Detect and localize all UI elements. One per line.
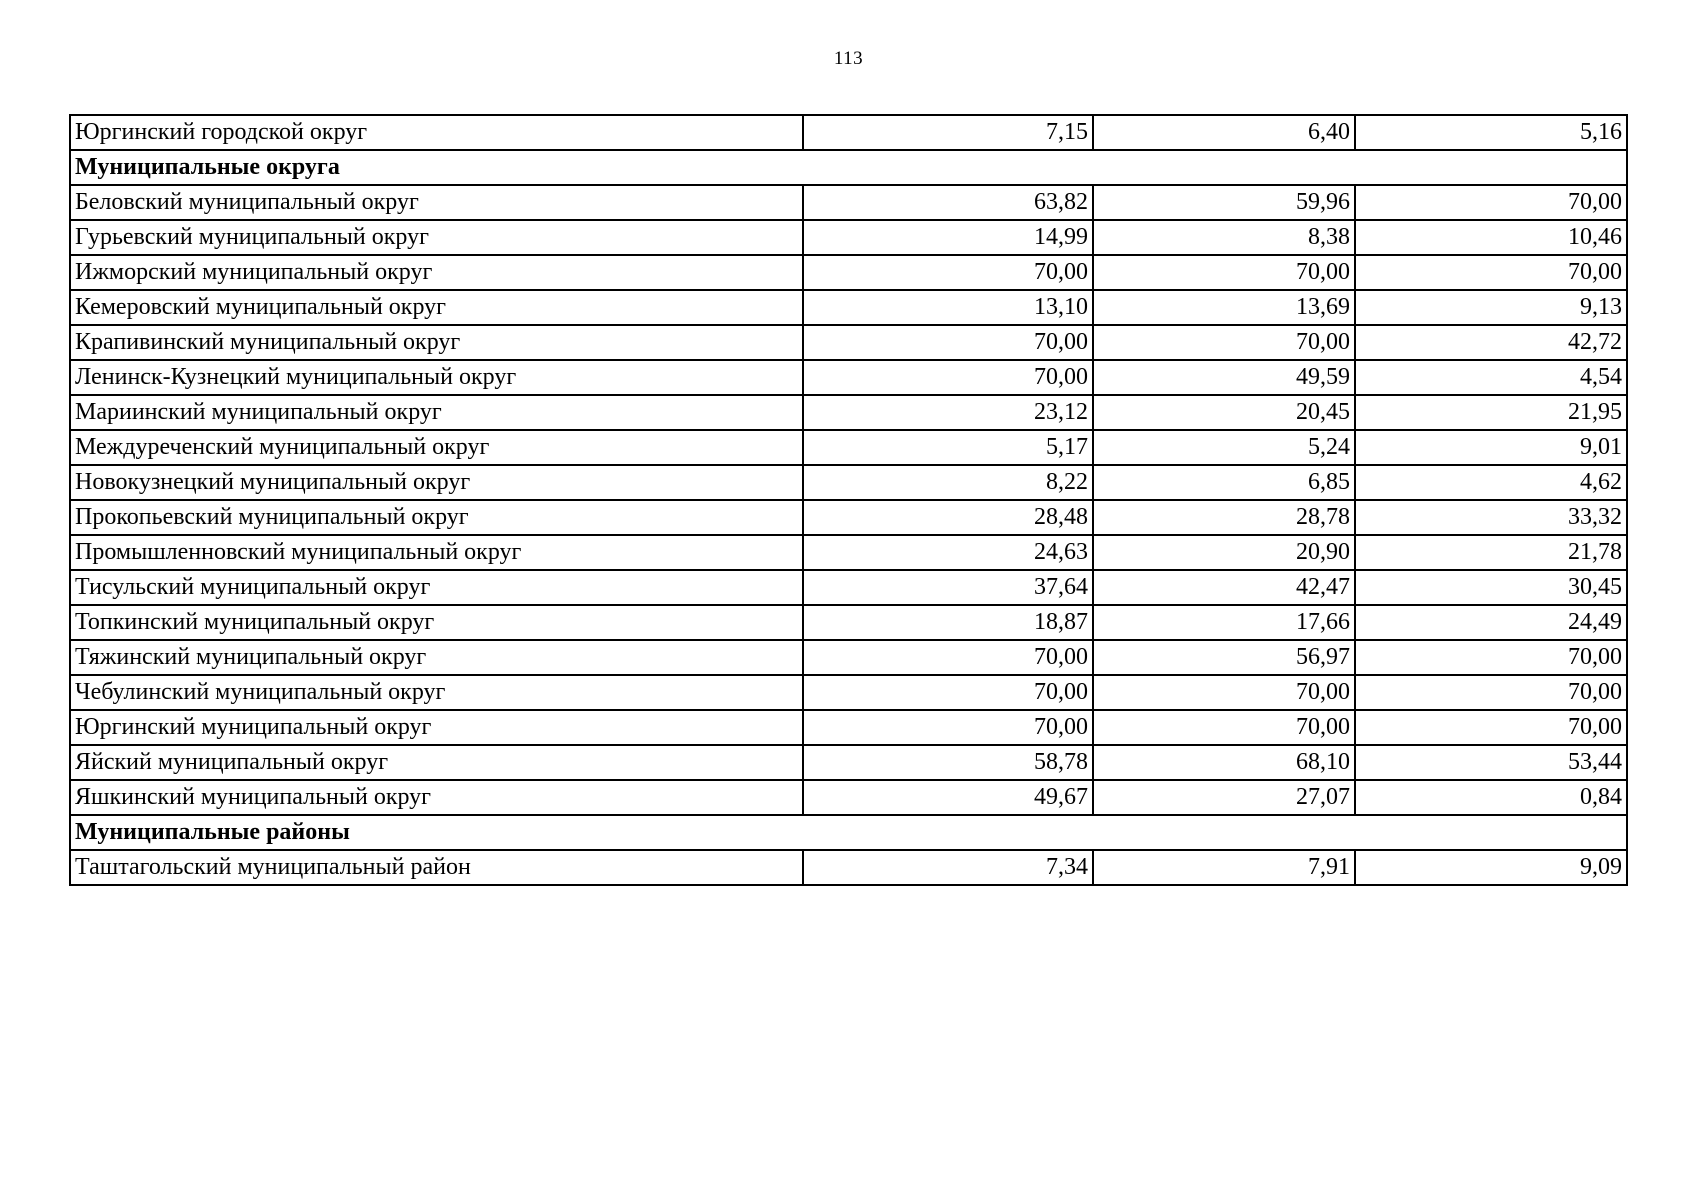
table-row bbox=[70, 115, 1627, 150]
value-cell-3: 70,00 bbox=[1355, 640, 1627, 675]
table-row bbox=[70, 360, 1627, 395]
value-cell-3: 33,32 bbox=[1355, 500, 1627, 535]
row-name-cell: Яйский муниципальный округ bbox=[70, 745, 803, 780]
table-row bbox=[70, 675, 1627, 710]
table-row bbox=[70, 290, 1627, 325]
table-row bbox=[70, 185, 1627, 220]
value-cell-2: 70,00 bbox=[1093, 255, 1355, 290]
value-cell-3: 9,01 bbox=[1355, 430, 1627, 465]
value-cell-1: 49,67 bbox=[803, 780, 1093, 815]
row-name-cell: Беловский муниципальный округ bbox=[70, 185, 803, 220]
value-cell-1: 37,64 bbox=[803, 570, 1093, 605]
value-cell-1: 28,48 bbox=[803, 500, 1093, 535]
value-cell-3: 53,44 bbox=[1355, 745, 1627, 780]
table-row bbox=[70, 710, 1627, 745]
section-title: Муниципальные районы bbox=[70, 815, 1627, 850]
value-cell-2: 28,78 bbox=[1093, 500, 1355, 535]
row-name-cell: Гурьевский муниципальный округ bbox=[70, 220, 803, 255]
table-row bbox=[70, 535, 1627, 570]
value-cell-3: 42,72 bbox=[1355, 325, 1627, 360]
row-name-cell: Яшкинский муниципальный округ bbox=[70, 780, 803, 815]
section-header-row bbox=[70, 815, 1627, 850]
data-table bbox=[69, 114, 1628, 886]
table-row bbox=[70, 605, 1627, 640]
value-cell-3: 70,00 bbox=[1355, 255, 1627, 290]
value-cell-3: 30,45 bbox=[1355, 570, 1627, 605]
value-cell-3: 4,62 bbox=[1355, 465, 1627, 500]
value-cell-1: 70,00 bbox=[803, 640, 1093, 675]
value-cell-1: 70,00 bbox=[803, 675, 1093, 710]
table-row bbox=[70, 220, 1627, 255]
row-name-cell: Прокопьевский муниципальный округ bbox=[70, 500, 803, 535]
row-name-cell: Промышленновский муниципальный округ bbox=[70, 535, 803, 570]
value-cell-1: 18,87 bbox=[803, 605, 1093, 640]
table-row bbox=[70, 255, 1627, 290]
row-name-cell: Междуреченский муниципальный округ bbox=[70, 430, 803, 465]
row-name-cell: Кемеровский муниципальный округ bbox=[70, 290, 803, 325]
table-row bbox=[70, 395, 1627, 430]
table-row bbox=[70, 780, 1627, 815]
value-cell-2: 70,00 bbox=[1093, 325, 1355, 360]
table-row bbox=[70, 570, 1627, 605]
value-cell-2: 7,91 bbox=[1093, 850, 1355, 885]
row-name-cell: Таштагольский муниципальный район bbox=[70, 850, 803, 885]
value-cell-3: 24,49 bbox=[1355, 605, 1627, 640]
row-name-cell: Топкинский муниципальный округ bbox=[70, 605, 803, 640]
page-number: 113 bbox=[833, 48, 864, 69]
value-cell-1: 24,63 bbox=[803, 535, 1093, 570]
value-cell-1: 7,34 bbox=[803, 850, 1093, 885]
value-cell-2: 13,69 bbox=[1093, 290, 1355, 325]
table-row bbox=[70, 430, 1627, 465]
value-cell-2: 20,45 bbox=[1093, 395, 1355, 430]
value-cell-3: 0,84 bbox=[1355, 780, 1627, 815]
row-name-cell: Ленинск-Кузнецкий муниципальный округ bbox=[70, 360, 803, 395]
table-row bbox=[70, 640, 1627, 675]
value-cell-3: 21,95 bbox=[1355, 395, 1627, 430]
value-cell-3: 21,78 bbox=[1355, 535, 1627, 570]
value-cell-3: 9,13 bbox=[1355, 290, 1627, 325]
value-cell-1: 70,00 bbox=[803, 325, 1093, 360]
value-cell-1: 13,10 bbox=[803, 290, 1093, 325]
row-name-cell: Юргинский муниципальный округ bbox=[70, 710, 803, 745]
value-cell-1: 63,82 bbox=[803, 185, 1093, 220]
row-name-cell: Крапивинский муниципальный округ bbox=[70, 325, 803, 360]
table-row bbox=[70, 500, 1627, 535]
value-cell-2: 8,38 bbox=[1093, 220, 1355, 255]
value-cell-2: 70,00 bbox=[1093, 710, 1355, 745]
value-cell-2: 6,85 bbox=[1093, 465, 1355, 500]
value-cell-1: 14,99 bbox=[803, 220, 1093, 255]
value-cell-3: 5,16 bbox=[1355, 115, 1627, 150]
value-cell-3: 4,54 bbox=[1355, 360, 1627, 395]
row-name-cell: Юргинский городской округ bbox=[70, 115, 803, 150]
value-cell-2: 42,47 bbox=[1093, 570, 1355, 605]
section-header-row bbox=[70, 150, 1627, 185]
value-cell-1: 58,78 bbox=[803, 745, 1093, 780]
row-name-cell: Чебулинский муниципальный округ bbox=[70, 675, 803, 710]
table-row bbox=[70, 325, 1627, 360]
value-cell-1: 70,00 bbox=[803, 255, 1093, 290]
row-name-cell: Тяжинский муниципальный округ bbox=[70, 640, 803, 675]
value-cell-3: 70,00 bbox=[1355, 185, 1627, 220]
value-cell-2: 70,00 bbox=[1093, 675, 1355, 710]
row-name-cell: Новокузнецкий муниципальный округ bbox=[70, 465, 803, 500]
value-cell-1: 70,00 bbox=[803, 360, 1093, 395]
table-row bbox=[70, 745, 1627, 780]
value-cell-1: 8,22 bbox=[803, 465, 1093, 500]
value-cell-1: 5,17 bbox=[803, 430, 1093, 465]
value-cell-2: 20,90 bbox=[1093, 535, 1355, 570]
row-name-cell: Ижморский муниципальный округ bbox=[70, 255, 803, 290]
value-cell-2: 27,07 bbox=[1093, 780, 1355, 815]
table-row bbox=[70, 850, 1627, 885]
row-name-cell: Мариинский муниципальный округ bbox=[70, 395, 803, 430]
value-cell-2: 6,40 bbox=[1093, 115, 1355, 150]
value-cell-2: 56,97 bbox=[1093, 640, 1355, 675]
value-cell-3: 9,09 bbox=[1355, 850, 1627, 885]
value-cell-3: 70,00 bbox=[1355, 710, 1627, 745]
value-cell-1: 70,00 bbox=[803, 710, 1093, 745]
value-cell-2: 17,66 bbox=[1093, 605, 1355, 640]
value-cell-2: 5,24 bbox=[1093, 430, 1355, 465]
table-body bbox=[70, 115, 1627, 885]
value-cell-3: 10,46 bbox=[1355, 220, 1627, 255]
value-cell-2: 59,96 bbox=[1093, 185, 1355, 220]
section-title: Муниципальные округа bbox=[70, 150, 1627, 185]
table-row bbox=[70, 465, 1627, 500]
value-cell-2: 68,10 bbox=[1093, 745, 1355, 780]
value-cell-1: 23,12 bbox=[803, 395, 1093, 430]
row-name-cell: Тисульский муниципальный округ bbox=[70, 570, 803, 605]
value-cell-1: 7,15 bbox=[803, 115, 1093, 150]
value-cell-3: 70,00 bbox=[1355, 675, 1627, 710]
value-cell-2: 49,59 bbox=[1093, 360, 1355, 395]
